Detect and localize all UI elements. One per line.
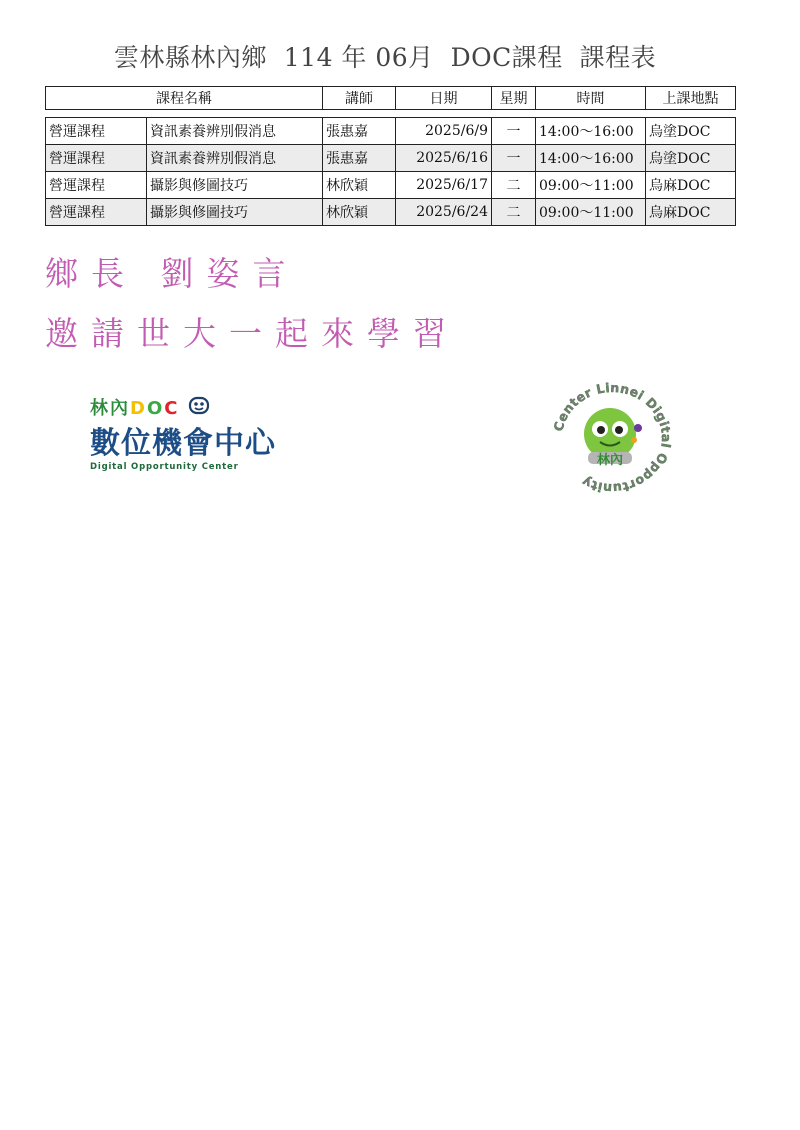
- linnei-digital-opportunity-seal: [550, 382, 674, 494]
- cell-teacher: 張惠嘉: [323, 118, 396, 145]
- mayor-signature: 鄉長 劉姿言: [45, 254, 299, 293]
- cell-weekday: 一: [492, 145, 536, 172]
- cell-category: 營運課程: [46, 118, 147, 145]
- logo-main-text: 數位機會中心: [90, 426, 276, 461]
- cell-location: 烏麻DOC: [646, 199, 736, 226]
- header-course-name: 課程名稱: [46, 87, 323, 110]
- table-row: [46, 172, 736, 199]
- cell-category: 營運課程: [46, 199, 147, 226]
- cell-weekday: 一: [492, 118, 536, 145]
- cell-course: 資訊素養辨別假消息: [147, 145, 323, 172]
- cell-time: 14:00～16:00: [536, 118, 646, 145]
- cell-teacher: 張惠嘉: [323, 145, 396, 172]
- cell-location: 烏塗DOC: [646, 145, 736, 172]
- logo-doc-text: DOC: [130, 398, 180, 419]
- cell-date: 2025/6/24: [396, 199, 492, 226]
- svg-text:Center Linnei Digital Opportun: Center Linnei Digital Opportunity: [550, 382, 674, 494]
- svg-text:林內: 林內: [596, 453, 624, 468]
- cell-course: 資訊素養辨別假消息: [147, 118, 323, 145]
- cell-location: 烏麻DOC: [646, 172, 736, 199]
- course-schedule-table: [45, 86, 736, 226]
- cell-weekday: 二: [492, 199, 536, 226]
- doc-center-logo: [90, 394, 310, 474]
- cell-time: 14:00～16:00: [536, 145, 646, 172]
- header-location: 上課地點: [646, 87, 736, 110]
- header-date: 日期: [396, 87, 492, 110]
- cell-date: 2025/6/17: [396, 172, 492, 199]
- table-header-row: [46, 87, 736, 110]
- header-teacher: 講師: [323, 87, 396, 110]
- cell-category: 營運課程: [46, 172, 147, 199]
- cell-course: 攝影與修圖技巧: [147, 199, 323, 226]
- cell-teacher: 林欣穎: [323, 172, 396, 199]
- table-row: [46, 199, 736, 226]
- cell-teacher: 林欣穎: [323, 199, 396, 226]
- cell-time: 09:00～11:00: [536, 199, 646, 226]
- header-weekday: 星期: [492, 87, 536, 110]
- cell-date: 2025/6/9: [396, 118, 492, 145]
- cell-category: 營運課程: [46, 145, 147, 172]
- page-title: 雲林縣林內鄉 114 年 06月 DOC課程 課程表: [113, 43, 657, 72]
- cell-weekday: 二: [492, 172, 536, 199]
- cell-date: 2025/6/16: [396, 145, 492, 172]
- cell-location: 烏塗DOC: [646, 118, 736, 145]
- table-row: [46, 118, 736, 145]
- logo-top-line: [90, 394, 310, 420]
- logo-sub-text: Digital Opportunity Center: [90, 462, 239, 472]
- header-time: 時間: [536, 87, 646, 110]
- cell-course: 攝影與修圖技巧: [147, 172, 323, 199]
- smiley-face-icon: [188, 396, 210, 416]
- table-row: [46, 145, 736, 172]
- invitation-text: 邀請世大一起來學習: [45, 314, 459, 353]
- logo-linnei-text: 林內: [90, 398, 130, 419]
- cell-time: 09:00～11:00: [536, 172, 646, 199]
- green-mascot-icon: [550, 382, 674, 494]
